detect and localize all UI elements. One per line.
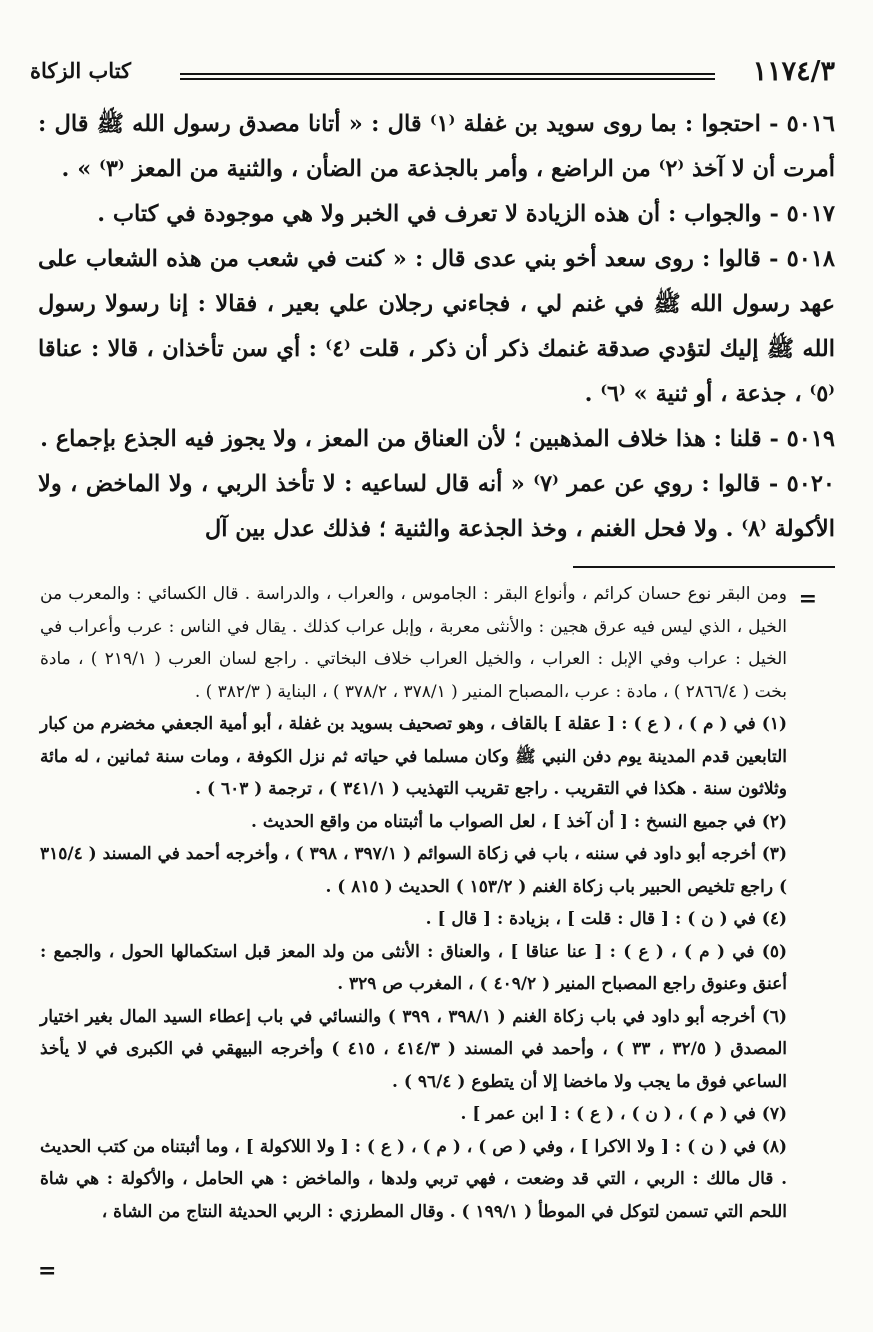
paragraph-5020: ٥٠٢٠ - قالوا : روي عن عمر ⁽٧⁾ « أنه قال لساعيه : لا تأخذ الربي ، ولا الماخض ، ولا الأكولة ⁽٨⁾ . ولا فحل الغنم ، وخذ الجذعة والثنية ؛ فذلك عدل بين آل	[38, 471, 835, 542]
footnote-end-mark: =	[38, 1258, 57, 1284]
paragraph-5017: ٥٠١٧ - والجواب : أن هذه الزيادة لا تعرف في الخبر ولا هي موجودة في كتاب .	[97, 201, 835, 227]
main-text	[38, 102, 835, 552]
footnote-2: (٢) في جميع النسخ : [ أن آخذ ] ، لعل الصواب ما أثبتناه من واقع الحديث .	[251, 811, 787, 832]
footnote-8: (٨) في ( ن ) : [ ولا الاكرا ] ، وفي ( ص ) ، ( م ) ، ( ع ) : [ ولا اللاكولة ] ، وما أثبتناه من كتب الحديث . قال مالك : الربي ، التي قد وضعت ، فهي تربي ولدها ، والماخض : هي الحامل ، والأكولة : هي شاة اللحم التي تسمن لتوكل في الموطأ ( ١٩٩/١ ) . وقال المطرزي : الربي الحديثة النتاج من الشاة ،	[40, 1136, 787, 1222]
footnote-3: (٣) أخرجه أبو داود في سننه ، باب في زكاة السوائم ( ٣٩٧/١ ، ٣٩٨ ) ، وأخرجه أحمد في المسند ( ٣١٥/٤ ) راجع تلخيص الحبير باب زكاة الغنم ( ١٥٣/٢ ) الحديث ( ٨١٥ ) .	[40, 844, 787, 897]
footnote-7: (٧) في ( م ) ، ( ن ) ، ( ع ) : [ ابن عمر ] .	[460, 1104, 787, 1124]
book-title: كتاب الزكاة	[30, 58, 132, 83]
paragraph-5019: ٥٠١٩ - قلنا : هذا خلاف المذهبين ؛ لأن العناق من المعز ، ولا يجوز فيه الجذع بإجماع .	[40, 426, 835, 452]
page-number: ١١٧٤/٣	[752, 56, 835, 87]
footnote-1: (١) في ( م ) ، ( ع ) : [ عقلة ] بالقاف ، وهو تصحيف بسويد بن غفلة ، أبو أمية الجعفي مخضرم من كبار التابعين قدم المدينة يوم دفن النبي ﷺ وكان مسلما في حياته ثم نزل الكوفة ، ومات سنة ثمانين ، له مائة وثلاثون سنة . هكذا في التقريب . راجع تقريب التهذيب ( ٣٤١/١ ) ، ترجمة ( ٦٠٣ ) .	[40, 714, 787, 799]
footnote-4: (٤) في ( ن ) : [ قال : قلت ] ، بزيادة : [ قال ] .	[425, 909, 787, 929]
footnote-5: (٥) في ( م ) ، ( ع ) : [ عنا عناقا ] ، والعناق : الأنثى من ولد المعز قبل استكمالها الحول ، والجمع : أعنق وعنوق راجع المصباح المنير ( ٤٠٩/٢ ) ، المغرب ص ٣٢٩ .	[40, 941, 787, 994]
footnote-divider	[573, 566, 835, 568]
footnote-continuation-mark: =	[798, 586, 817, 612]
paragraph-5018: ٥٠١٨ - قالوا : روى سعد أخو بني عدى قال : « كنت في شعب من هذه الشعاب على عهد رسول الله ﷺ في غنم لي ، فجاءني رجلان علي بعير ، فقالا : إنا رسولا رسول الله ﷺ إليك لتؤدي صدقة غنمك ذكر أن ذكر ، قلت ⁽٤⁾ : أي سن تأخذان ، قالا : عناقا ⁽٥⁾ ، جذعة ، أو ثنية » ⁽٦⁾ .	[38, 246, 835, 407]
footnote-6: (٦) أخرجه أبو داود في باب زكاة الغنم ( ٣٩٨/١ ، ٣٩٩ ) والنسائي في باب إعطاء السيد المال بغير اختيار المصدق ( ٣٢/٥ ، ٣٣ ) ، وأحمد في المسند ( ٤١٤/٣ ، ٤١٥ ) وأخرجه البيهقي في الكبرى في لا يأخذ الساعي فوق ما يجب ولا ماخضا إلا أن يتطوع ( ٩٦/٤ ) .	[40, 1006, 788, 1092]
footnote-continued: ومن البقر نوع حسان كرائم ، وأنواع البقر : الجاموس ، والعراب ، والدراسة . قال الكسائي : والمعرب من الخيل ، الذي ليس فيه عرق هجين : والأنثى معربة ، وإبل عراب كذلك . يقال في الناس : عرب وأعراب في الخيل : عراب وفي الإبل : العراب ، والخيل العراب خلاف البخاتي . راجع لسان العرب ( ٢١٩/١ ) ، مادة بخت ( ٢٨٦٦/٤ ) ، مادة : عرب ،المصباح المنير ( ٣٧٨/١ ، ٣٧٨/٢ ) ، البناية ( ٣٨٢/٣ ) .	[40, 584, 787, 702]
page-header	[30, 52, 835, 92]
paragraph-5016: ٥٠١٦ - احتجوا : بما روى سويد بن غفلة ⁽١⁾ قال : « أتانا مصدق رسول الله ﷺ قال : أمرت أن لا آخذ ⁽٢⁾ من الراضع ، وأمر بالجذعة من الضأن ، والثنية من المعز ⁽٣⁾ » .	[38, 111, 835, 182]
header-rule	[180, 73, 715, 80]
footnotes	[40, 578, 787, 1228]
